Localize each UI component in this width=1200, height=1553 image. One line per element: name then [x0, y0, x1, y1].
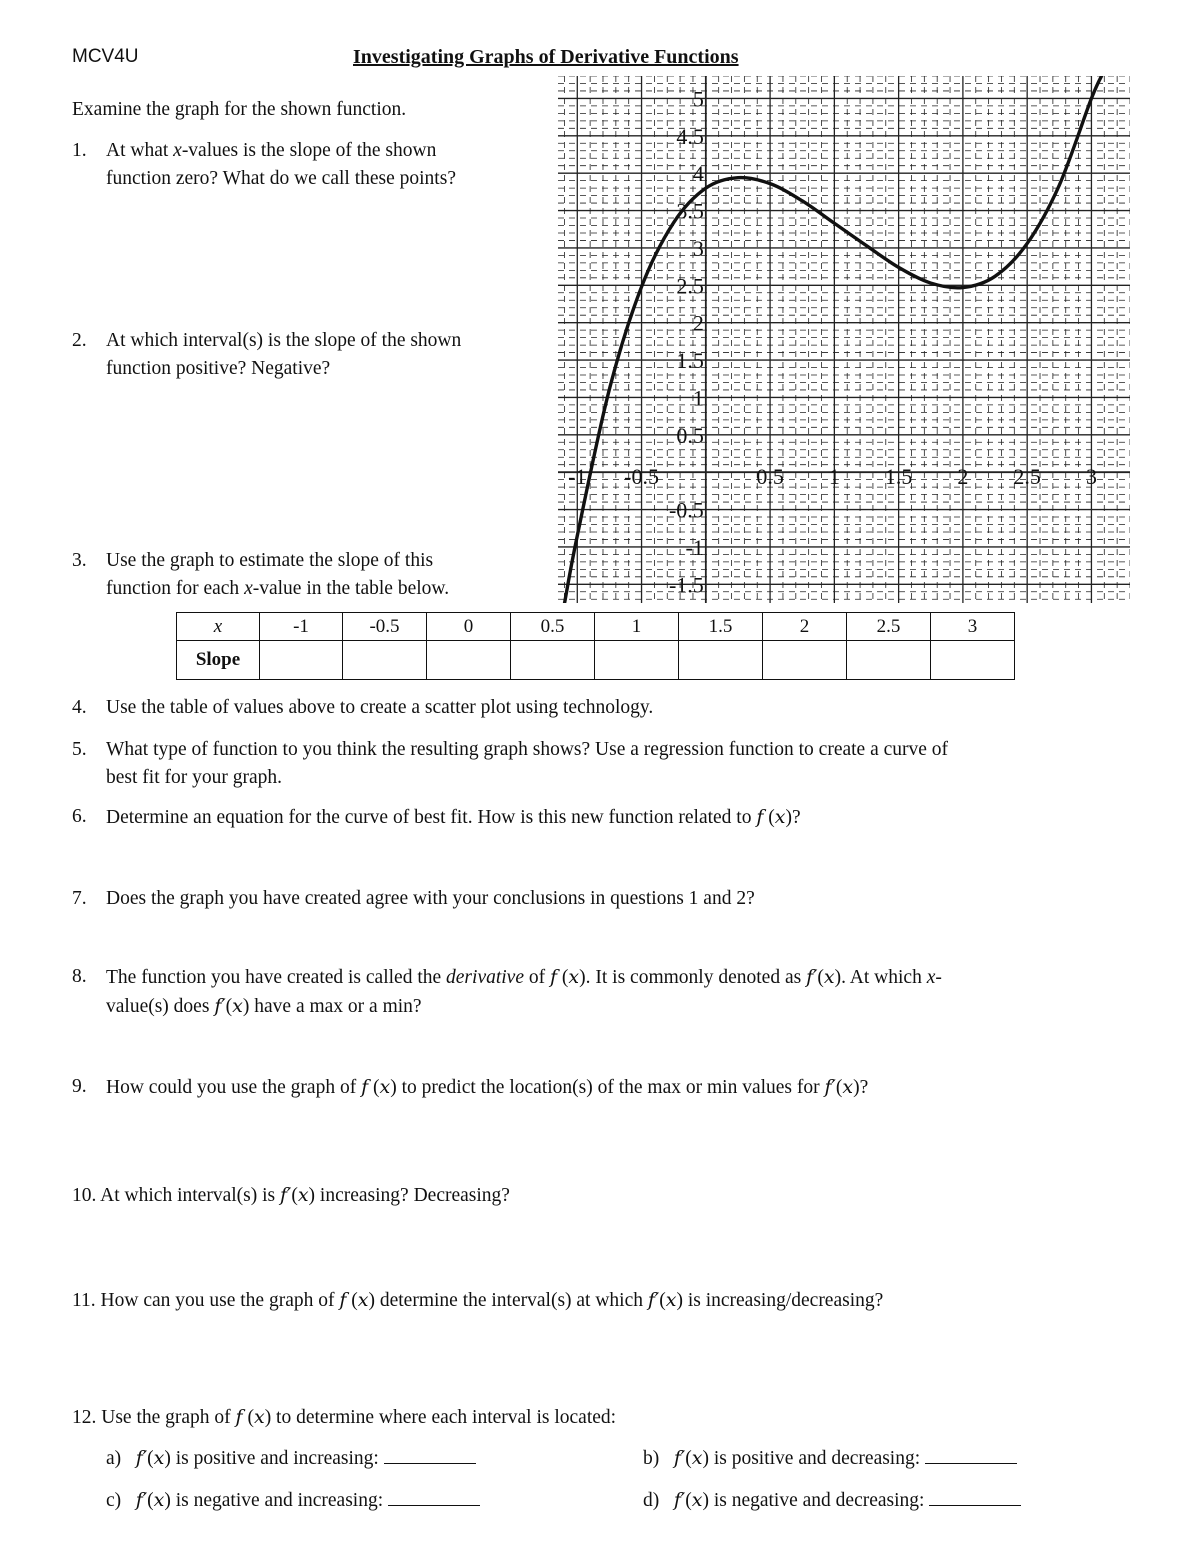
slope-answer-cell[interactable]	[595, 641, 679, 680]
graph-grid	[558, 76, 1130, 603]
slope-answer-cell[interactable]	[427, 641, 511, 680]
question-5: 5. What type of function to you think the resulting graph shows? Use a regression function to create a curve of best fit for your graph.	[72, 739, 949, 788]
slope-answer-cell[interactable]	[763, 641, 847, 680]
x-cell: -0.5	[343, 613, 427, 641]
question-12: 12. Use the graph of f (x) to determine where each interval is located:	[72, 1406, 617, 1428]
x-cell: 1.5	[679, 613, 763, 641]
y-tick-label: 2.5	[676, 273, 704, 299]
x-cell: 1	[595, 613, 679, 641]
x-cell: 0.5	[511, 613, 595, 641]
answer-blank-d[interactable]	[929, 1489, 1021, 1506]
answer-blank-c[interactable]	[388, 1489, 480, 1506]
answer-blank-b[interactable]	[925, 1447, 1017, 1464]
x-cell: 2	[763, 613, 847, 641]
question-7: 7. Does the graph you have created agree with your conclusions in questions 1 and 2?	[72, 888, 755, 909]
x-tick-label: 0.5	[756, 464, 784, 490]
question-10: 10. At which interval(s) is f′(x) increasing? Decreasing?	[72, 1184, 510, 1206]
y-tick-label: 0.5	[676, 422, 704, 448]
question-1: 1. At what x-values is the slope of the shown function zero? What do we call these points?	[72, 140, 456, 189]
q12-part-d: d) f′(x) is negative and decreasing:	[643, 1486, 1021, 1515]
x-tick-label: -0.5	[624, 464, 659, 490]
x-axis-labels	[568, 464, 1097, 489]
slope-table	[176, 612, 1015, 680]
slope-answer-cell[interactable]	[260, 641, 343, 680]
intro-text: Examine the graph for the shown function.	[72, 99, 407, 120]
q12-part-a: a) f′(x) is positive and increasing:	[106, 1444, 476, 1473]
q12-part-b: b) f′(x) is positive and decreasing:	[643, 1444, 1017, 1473]
x-header-cell: x	[177, 613, 260, 641]
y-tick-label: -0.5	[668, 497, 704, 523]
question-3: 3. Use the graph to estimate the slope of this function for each x-value in the table below.	[72, 550, 450, 599]
y-tick-label: 1.5	[676, 348, 704, 374]
y-tick-label: -1	[685, 534, 704, 560]
slope-answer-cell[interactable]	[343, 641, 427, 680]
y-tick-label: 3	[692, 235, 704, 261]
y-tick-label: -1.5	[668, 572, 704, 598]
slope-answer-cell[interactable]	[511, 641, 595, 680]
slope-answer-cell[interactable]	[679, 641, 763, 680]
x-tick-label: -1	[568, 464, 587, 490]
table-row-x	[177, 613, 1015, 641]
table-row-slope	[177, 641, 1015, 680]
question-6: 6. Determine an equation for the curve of best fit. How is this new function related to f (x)?	[72, 806, 801, 828]
y-tick-label: 3.5	[676, 198, 704, 224]
question-11: 11. How can you use the graph of f (x) determine the interval(s) at which f′(x) is increasing/decreasing?	[72, 1289, 884, 1311]
y-tick-label: 5	[692, 86, 704, 112]
x-tick-label: 1.5	[884, 464, 913, 490]
x-tick-label: 2	[957, 464, 969, 490]
q12-part-c: c) f′(x) is negative and increasing:	[106, 1486, 480, 1515]
y-tick-label: 4	[692, 161, 704, 187]
x-cell: 0	[427, 613, 511, 641]
answer-blank-a[interactable]	[384, 1447, 476, 1464]
slope-answer-cell[interactable]	[847, 641, 931, 680]
question-2: 2. At which interval(s) is the slope of the shown function positive? Negative?	[72, 330, 462, 379]
question-8: 8. The function you have created is called the derivative of f (x). It is commonly denoted as f′(x). At which x- value(s) does f′(x) have a max or a min?	[72, 966, 942, 1017]
x-cell: -1	[260, 613, 343, 641]
slope-answer-cell[interactable]	[931, 641, 1015, 680]
x-tick-label: 2.5	[1013, 464, 1041, 490]
slope-header-cell: Slope	[177, 641, 260, 680]
question-9: 9. How could you use the graph of f (x) to predict the location(s) of the max or min values for f′(x)?	[72, 1076, 869, 1098]
x-tick-label: 3	[1085, 464, 1097, 490]
y-tick-label: 1	[692, 385, 704, 411]
y-axis-labels	[669, 86, 704, 597]
y-tick-label: 2	[692, 310, 704, 336]
x-cell: 2.5	[847, 613, 931, 641]
worksheet-title: Investigating Graphs of Derivative Functions	[353, 46, 739, 68]
x-cell: 3	[931, 613, 1015, 641]
y-tick-label: 4.5	[676, 123, 704, 149]
x-tick-label: 1	[828, 464, 840, 490]
question-4: 4. Use the table of values above to create a scatter plot using technology.	[72, 697, 654, 718]
function-graph	[558, 76, 1130, 603]
course-code: MCV4U	[72, 46, 139, 67]
